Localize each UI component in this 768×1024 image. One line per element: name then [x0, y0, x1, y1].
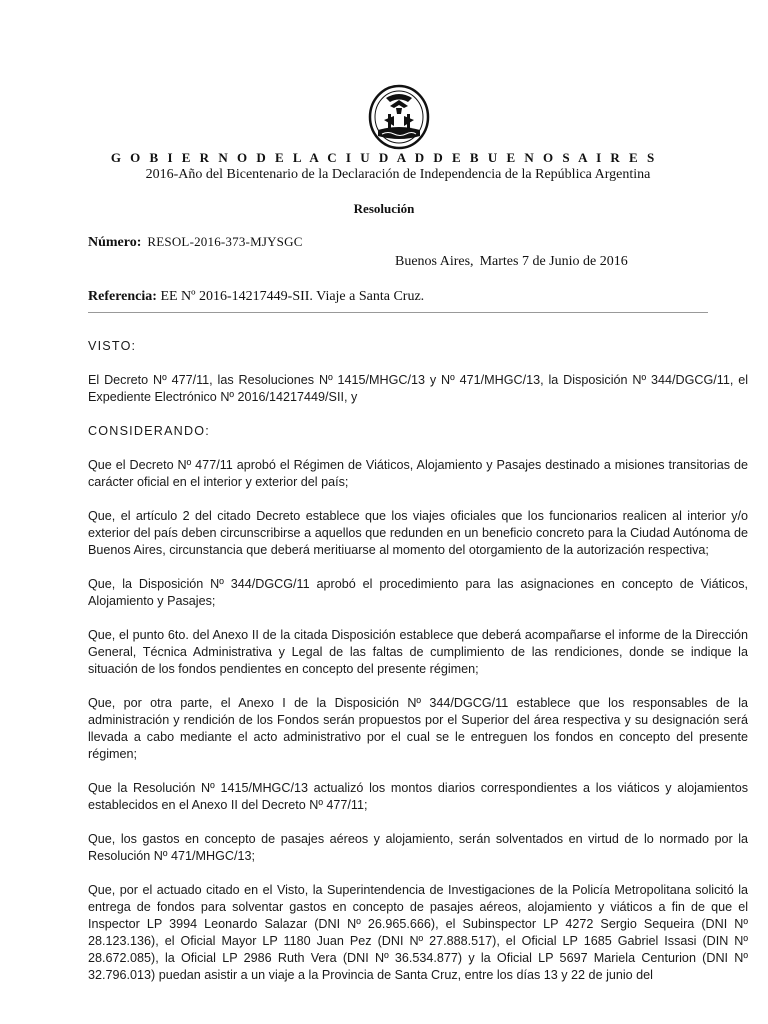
place-date-line [395, 254, 628, 270]
considerando-paragraph: Que, por otra parte, el Anexo I de la Disposición Nº 344/DGCG/11 establece que los responsables de la administración y rendición de los Fondos serán propuestos por el Superior del área respectiva y su designación será llevada a cabo mediante el acto administrativo por el cual se le entreguen los fondos en concepto del presente régimen; [88, 696, 748, 761]
header-divider [88, 312, 708, 313]
bicentenario-subtitle: 2016-Año del Bicentenario de la Declaración de Independencia de la República Argentina [145, 167, 651, 182]
considerando-paragraph: Que, los gastos en concepto de pasajes aéreos y alojamiento, serán solventados en virtud de lo normado por la Resolución Nº 471/MHGC/13; [88, 832, 748, 863]
numero-line [88, 234, 303, 251]
visto-paragraph: El Decreto Nº 477/11, las Resoluciones Nº 1415/MHGC/13 y Nº 471/MHGC/13, la Disposición Nº 344/DGCG/11, el Expediente Electrónico Nº 2016/14217449/SII, y [88, 373, 748, 404]
referencia-value: EE Nº 2016-14217449-SII. Viaje a Santa Cruz. [160, 289, 425, 304]
considerando-paragraph: Que, el artículo 2 del citado Decreto establece que los viajes oficiales que los funcionarios realicen al interior y/o exterior del país deben circunscribirse a aquellos que redunden en un beneficio concreto para la Ciudad Autónoma de Buenos Aires, circunstancia que deberá meritiuarse al momento del otorgamiento de la autorización respectiva; [88, 509, 748, 557]
considerando-paragraph: Que la Resolución Nº 1415/MHGC/13 actualizó los montos diarios correspondientes a los viáticos y alojamientos establecidos en el Anexo II del Decreto Nº 477/11; [88, 781, 748, 812]
numero-label: Número: [88, 235, 142, 250]
considerando-paragraph: Que, por el actuado citado en el Visto, la Superintendencia de Investigaciones de la Policía Metropolitana solicitó la entrega de fondos para solventar gastos en concepto de pasajes aéreos, alojamiento y viáticos a fin de que el Inspector LP 3994 Leonardo Salazar (DNI Nº 26.965.666), el Subinspector LP 4272 Sergio Sequeira (DNI Nº 28.123.136), el Oficial Mayor LP 1180 Juan Pez (DNI Nº 27.888.517), el Oficial LP 1685 Gabriel Issasi (DIN Nº 28.672.085), la Oficial LP 2986 Ruth Vera (DNI Nº 36.534.877) y la Oficial LP 5697 Mariela Centurion (DNI Nº 32.796.013) puedan asistir a un viaje a la Provincia de Santa Cruz, entre los días 13 y 22 de junio del [88, 883, 748, 982]
visto-heading: VISTO: [88, 339, 137, 353]
document-type-title: Resolución [353, 201, 415, 216]
considerando-heading: CONSIDERANDO: [88, 424, 210, 438]
place-text: Buenos Aires, [395, 254, 474, 269]
resolution-body [88, 338, 748, 1001]
numero-value: RESOL-2016-373-MJYSGC [147, 234, 303, 249]
city-coat-of-arms-seal [368, 84, 430, 150]
considerando-paragraph: Que, la Disposición Nº 344/DGCG/11 aprobó el procedimiento para las asignaciones en concepto de Viáticos, Alojamiento y Pasajes; [88, 577, 748, 608]
referencia-label: Referencia: [88, 289, 157, 304]
government-header: G O B I E R N O D E L A C I U D A D D E B U E N O S A I R E S [110, 150, 658, 165]
date-text: Martes 7 de Junio de 2016 [479, 254, 628, 269]
considerando-paragraph: Que el Decreto Nº 477/11 aprobó el Régimen de Viáticos, Alojamiento y Pasajes destinado a misiones transitorias de carácter oficial en el interior y exterior del país; [88, 458, 748, 489]
considerando-paragraph: Que, el punto 6to. del Anexo II de la citada Disposición establece que deberá acompañarse el informe de la Dirección General, Técnica Administrativa y Legal de las faltas de cumplimiento de las rendiciones, donde se indique la situación de los fondos pendientes en concepto del presente régimen; [88, 628, 748, 676]
referencia-line [88, 289, 424, 305]
